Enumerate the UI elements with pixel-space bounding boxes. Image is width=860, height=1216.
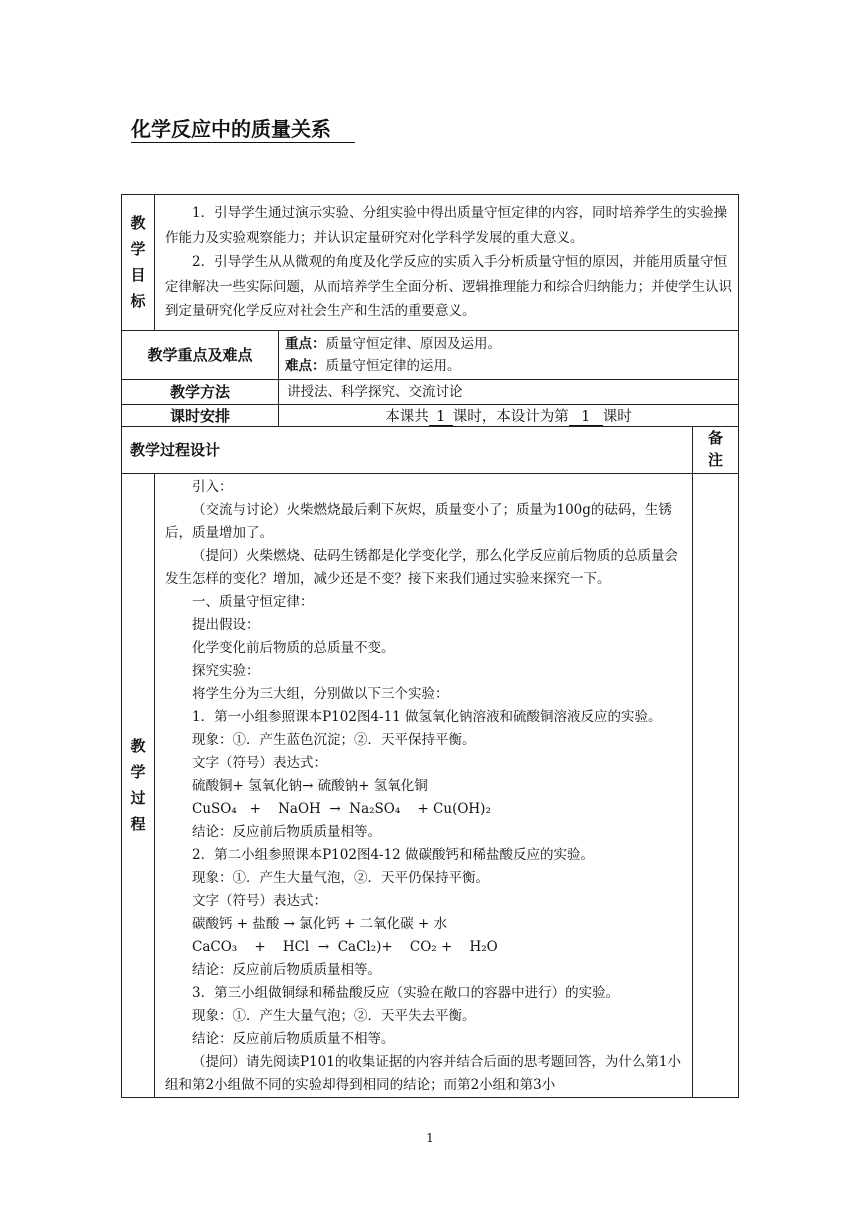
process-line: 2．第二小组参照课本P102图4-12 做碳酸钙和稀盐酸反应的实验。 (192, 846, 595, 863)
schedule-middle: 课时，本设计为第 (452, 408, 569, 425)
process-content (155, 473, 693, 1097)
method-text: 讲授法、科学探究、交流讨论 (279, 379, 739, 404)
process-line: 结论：反应前后物质质量不相等。 (192, 1030, 395, 1047)
goals-row (122, 195, 739, 331)
key-points-row (122, 330, 739, 379)
process-line: 1．第一小组参照课本P102图4-11 做氢氧化钠溶液和硫酸铜溶液反应的实验。 (192, 708, 662, 725)
process-line: CaCO₃ + HCl → CaCl₂)+ CO₂ + H₂O (192, 938, 498, 955)
key-points-label: 教学重点及难点 (122, 330, 279, 379)
schedule-label: 课时安排 (122, 404, 279, 426)
process-line: 化学变化前后物质的总质量不变。 (192, 639, 395, 656)
design-header-label: 教学过程设计 (122, 426, 693, 473)
key-label: 重点： (285, 335, 326, 352)
process-line: 文字（符号）表达式： (192, 754, 327, 771)
schedule-total: 1 (429, 409, 453, 426)
process-line: 硫酸铜+ 氢氧化钠→ 硫酸钠+ 氢氧化铜 (192, 777, 428, 794)
process-line: 将学生分为三大组，分别做以下三个实验： (192, 685, 449, 702)
schedule-current: 1 (569, 409, 603, 426)
process-row (122, 473, 739, 1097)
process-line: CuSO₄ + NaOH → Na₂SO₄ + Cu(OH)₂ (192, 800, 491, 817)
goals-label (122, 195, 155, 331)
process-label (122, 473, 155, 1097)
process-line: 现象：①．产生大量气泡；②．天平失去平衡。 (192, 1007, 476, 1024)
process-line: 现象：①．产生大量气泡，②．天平仍保持平衡。 (192, 869, 489, 886)
key-points-content (279, 330, 739, 379)
goal-paragraph-1: 1．引导学生通过演示实验、分组实验中得出质量守恒定律的内容，同时培养学生的实验操作能力及实验观察能力；并认识定量研究对化学科学发展的重大意义。 (165, 205, 728, 246)
process-label-text: 教学过程 (130, 737, 146, 833)
goals-label-text: 教学目标 (130, 214, 146, 311)
method-label: 教学方法 (122, 379, 279, 404)
schedule-row (122, 404, 739, 426)
process-line: 结论：反应前后物质质量相等。 (192, 823, 381, 840)
process-line: 提出假设： (192, 616, 260, 633)
notes-label-text: 备注 (707, 428, 723, 469)
hard-text: 质量守恒定律的运用。 (325, 357, 461, 374)
schedule-prefix: 本课共 (385, 408, 429, 425)
lesson-plan-table (121, 194, 739, 1098)
goal-paragraph-2: 2．引导学生从从微观的角度及化学反应的实质入手分析质量守恒的原因，并能用质量守恒定律解决一些实际问题，从而培养学生全面分析、逻辑推理能力和综合归纳能力；并使学生认识到定量研究化学反应对社会生产和生活的重要意义。 (165, 254, 732, 319)
process-line: 文字（符号）表达式： (192, 892, 327, 909)
notes-cell (693, 473, 739, 1097)
process-line: 探究实验： (192, 662, 260, 679)
notes-label (693, 426, 739, 473)
process-line: 碳酸钙 + 盐酸 → 氯化钙 + 二氧化碳 + 水 (192, 915, 448, 932)
key-text: 质量守恒定律、原因及运用。 (325, 335, 501, 352)
goals-content (155, 195, 739, 331)
process-line: 3．第三小组做铜绿和稀盐酸反应（实验在敞口的容器中进行）的实验。 (192, 984, 620, 1001)
hard-label: 难点： (285, 357, 326, 374)
design-header-row (122, 426, 739, 473)
document-title: 化学反应中的质量关系 (131, 116, 355, 143)
process-line: 引入： (192, 478, 233, 495)
process-line: （交流与讨论）火柴燃烧最后剩下灰烬，质量变小了；质量为100g的砝码，生锈后，质量增加了。 (165, 501, 672, 541)
schedule-suffix: 课时 (602, 408, 632, 425)
process-line: 一、质量守恒定律： (192, 593, 314, 610)
process-line: （提问）火柴燃烧、砝码生锈都是化学变化学，那么化学反应前后物质的总质量会发生怎样的变化？增加，减少还是不变？接下来我们通过实验来探究一下。 (165, 547, 678, 587)
method-row (122, 379, 739, 404)
process-line: 现象：①．产生蓝色沉淀；②．天平保持平衡。 (192, 731, 476, 748)
process-line: （提问）请先阅读P101的收集证据的内容并结合后面的思考题回答，为什么第1小组和第2小组做不同的实验却得到相同的结论；而第2小组和第3小 (165, 1053, 681, 1093)
process-line: 结论：反应前后物质质量相等。 (192, 961, 381, 978)
page-number: 1 (426, 1131, 434, 1145)
schedule-content (279, 404, 739, 426)
